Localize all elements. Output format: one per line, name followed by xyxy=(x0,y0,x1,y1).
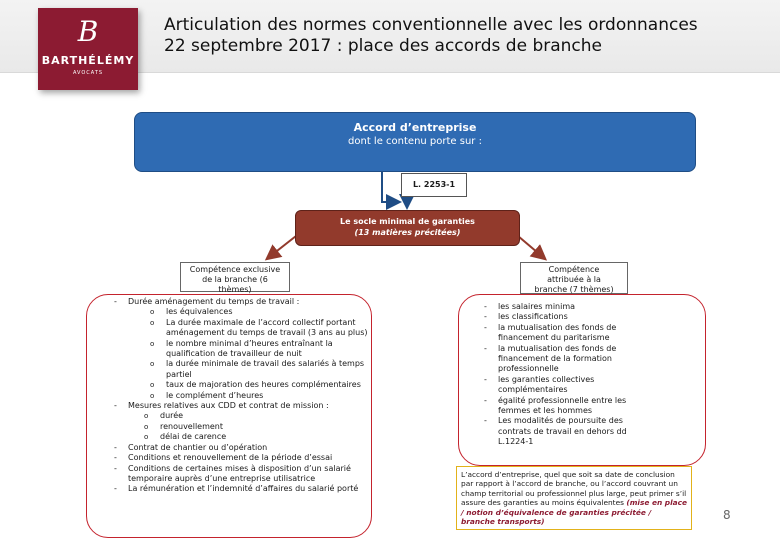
list-item: - Durée aménagement du temps de travail : xyxy=(114,297,370,307)
list-item: - Les modalités de poursuite des contrats de travail en dehors dd L.1224-1 xyxy=(484,416,654,447)
socle-box xyxy=(295,210,520,246)
list-item: - les classifications xyxy=(484,312,654,322)
right-label-line: attribuée à la xyxy=(547,275,601,284)
right-label-line: Compétence xyxy=(548,265,600,274)
arrow-to-right-label xyxy=(518,236,544,258)
list-item: - les garanties collectives complémentaires xyxy=(484,375,654,396)
exclusive-competence-label xyxy=(180,262,290,292)
page-number: 8 xyxy=(723,508,731,522)
priority-note-box xyxy=(456,466,692,530)
title-line-2: 22 septembre 2017 : place des accords de branche xyxy=(164,36,603,56)
attributed-themes-list xyxy=(484,302,654,448)
left-label-line: Compétence exclusive xyxy=(189,265,281,274)
list-item: - la mutualisation des fonds de financement du paritarisme xyxy=(484,323,654,344)
priority-note-emphasis: (mise en place / notion d’équivalence de garanties précitée / branche transports) xyxy=(461,498,687,527)
list-item: - Conditions et renouvellement de la période d’essai xyxy=(114,453,370,463)
list-item: - La rémunération et l’indemnité d’affaires du salarié porté xyxy=(114,484,370,494)
list-item: - Mesures relatives aux CDD et contrat de mission : xyxy=(114,401,370,411)
accord-entreprise-box xyxy=(134,112,696,172)
list-item: o la durée minimale de travail des salariés à temps partiel xyxy=(114,359,370,380)
list-item: - égalité professionnelle entre les femmes et les hommes xyxy=(484,396,654,417)
accord-subtitle: dont le contenu porte sur : xyxy=(348,136,482,147)
logo-brand: BARTHÉLÉMY xyxy=(41,54,135,67)
list-item: o durée xyxy=(114,411,370,421)
arrow-down-left xyxy=(382,172,398,202)
exclusive-themes-list xyxy=(114,297,370,495)
title-line-1: Articulation des normes conventionnelle avec les ordonnances xyxy=(164,15,698,35)
list-item: o taux de majoration des heures complémentaires xyxy=(114,380,370,390)
priority-note-text: L’accord d’entreprise, quel que soit sa date de conclusion par rapport à l’accord de branche, ou l’accord couvrant un champ territorial ou professionnel plus large, peut primer s’il assure des garanties au moins équivalentes xyxy=(461,470,687,508)
list-item: - Conditions de certaines mises à disposition d’un salarié temporaire auprès d’une entreprise utilisatrice xyxy=(114,464,370,485)
list-item: - la mutualisation des fonds de financement de la formation professionnelle xyxy=(484,344,654,375)
list-item: o le complément d’heures xyxy=(114,391,370,401)
list-item: o les équivalences xyxy=(114,307,370,317)
arrow-to-left-label xyxy=(268,236,296,258)
left-label-line: thèmes) xyxy=(218,285,252,294)
list-item: - Contrat de chantier ou d’opération xyxy=(114,443,370,453)
list-item: o délai de carence xyxy=(114,432,370,442)
accord-title: Accord d’entreprise xyxy=(353,121,477,134)
left-label-line: de la branche (6 xyxy=(202,275,268,284)
article-reference: L. 2253-1 xyxy=(401,173,467,197)
right-label-line: branche (7 thèmes) xyxy=(534,285,614,294)
socle-subtitle: (13 matières précitées) xyxy=(354,228,461,237)
list-item: o renouvellement xyxy=(114,422,370,432)
attributed-competence-label xyxy=(520,262,628,294)
list-item: o La durée maximale de l’accord collectif portant aménagement du temps de travail (3 ans au plus) xyxy=(114,318,370,339)
list-item: o le nombre minimal d’heures entraînant la qualification de travailleur de nuit xyxy=(114,339,370,360)
logo-monogram: B xyxy=(77,15,99,48)
logo-tagline: AVOCATS xyxy=(72,70,104,76)
list-item: - les salaires minima xyxy=(484,302,654,312)
socle-title: Le socle minimal de garanties xyxy=(340,217,475,226)
